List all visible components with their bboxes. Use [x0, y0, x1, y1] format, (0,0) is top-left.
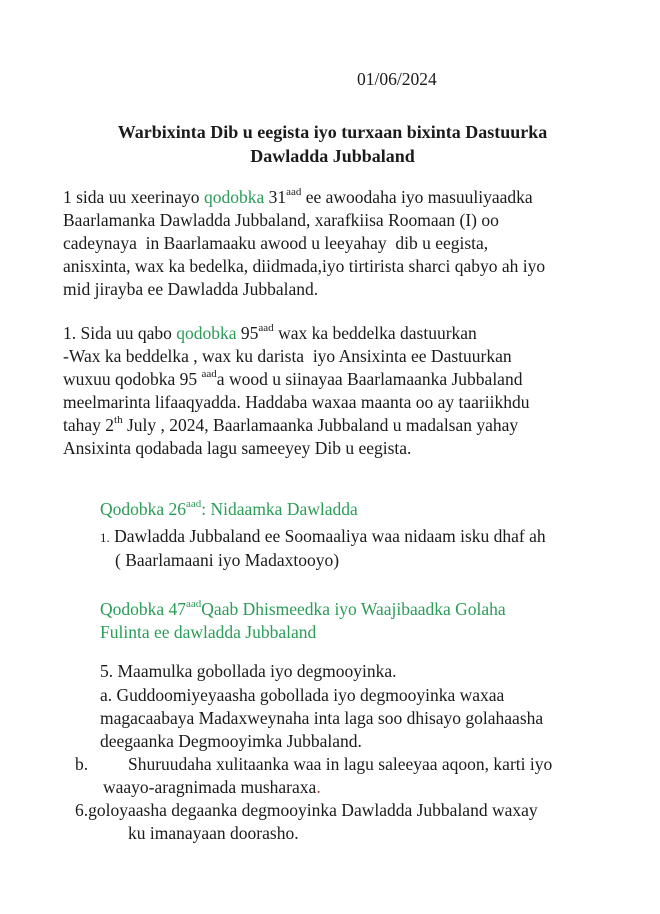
superscript: aad [258, 322, 274, 335]
text-line: cadeynaya in Baarlamaaku awood u leeyahay dib u eegista, [63, 233, 489, 253]
text-line [63, 414, 602, 437]
text-line: Ansixinta qodabada lagu sameeyey Dib u eegista. [63, 438, 412, 458]
superscript: th [114, 414, 123, 427]
list-label-b: b. [75, 754, 89, 774]
text-run: waayo-aragnimada musharaxa [103, 777, 317, 797]
text-run: Fulinta ee dawladda Jubbaland [100, 622, 317, 642]
superscript: aad [286, 186, 302, 199]
text-line: -Wax ka beddelka , wax ku darista iyo Ansixinta ee Dastuurkan [63, 346, 512, 366]
text-line: mid jirayba ee Dawladda Jubbaland. [63, 279, 319, 299]
text-line: meelmarinta lifaaqyadda. Haddaba waxaa maanta oo ay taariikhdu [63, 392, 530, 412]
text-line: Shuruudaha xulitaanka waa in lagu saleeyaa aqoon, karti iyo [128, 754, 553, 774]
document-title [63, 120, 602, 168]
text-run: July , 2024, Baarlamaanka Jubbaland u madalsan yahay [122, 415, 519, 435]
text-line [100, 525, 602, 549]
text-run: ee awoodaha iyo masuuliyaadka [301, 187, 533, 207]
text-run: 31 [264, 187, 287, 207]
superscript: aad [201, 368, 217, 381]
text-line [63, 322, 602, 345]
superscript: aad [186, 598, 202, 611]
text-run: Dawladda Jubbaland ee Soomaaliya waa nidaam isku dhaf ah [109, 526, 546, 546]
paragraph-2 [63, 322, 602, 460]
list-item-1 [100, 525, 602, 572]
text-run: : Nidaamka Dawladda [201, 499, 358, 519]
paragraph-1 [63, 186, 602, 301]
text-run: 95 [236, 323, 259, 343]
list-number: 1. [100, 530, 110, 545]
text-run: wuxuu qodobka 95 [63, 369, 202, 389]
list-item-6 [75, 799, 602, 845]
list-item-a [100, 684, 602, 753]
text-line [63, 368, 602, 391]
red-period: . [316, 777, 321, 797]
text-run: wax ka beddelka dastuurkan [273, 323, 477, 343]
text-line: Baarlamanka Dawladda Jubbaland, xarafkiisa Roomaan (I) oo [63, 210, 499, 230]
list-item-b [75, 753, 602, 799]
title-line-2: Dawladda Jubbaland [250, 146, 415, 166]
text-run: Qodobka 26 [100, 499, 187, 519]
text-run: Qaab Dhismeedka iyo Waajibaadka Golaha [201, 599, 506, 619]
text-run: a wood u siinayaa Baarlamaanka Jubbaland [216, 369, 523, 389]
superscript: aad [186, 498, 202, 511]
list-item-5: 5. Maamulka gobollada iyo degmooyinka. [100, 661, 397, 681]
text-line: a. Guddoomiyeyaasha gobollada iyo degmooyinka waxaa [100, 685, 505, 705]
text-line: magacaabaya Madaxweynaha inta laga soo dhisayo golahaasha [100, 708, 544, 728]
heading-qodobka-26 [100, 498, 602, 521]
text-line: ku imanayaan doorasho. [128, 823, 299, 843]
text-line: ( Baarlamaani iyo Madaxtooyo) [115, 550, 340, 570]
document-date: 01/06/2024 [357, 69, 437, 89]
text-line: 6.goloyaasha degaanka degmooyinka Dawladda Jubbaland waxay [75, 800, 538, 820]
text-line: anisxinta, wax ka bedelka, diidmada,iyo tirtirista sharci qabyo ah iyo [63, 256, 546, 276]
text-run: Qodobka 47 [100, 599, 187, 619]
text-run: 1. Sida uu qabo [63, 323, 177, 343]
title-line-1: Warbixinta Dib u eegista iyo turxaan bixinta Dastuurka [117, 122, 548, 142]
green-keyword: qodobka [203, 187, 265, 207]
heading-qodobka-47 [100, 598, 602, 644]
text-run: 1 sida uu xeerinayo [63, 187, 204, 207]
green-keyword: qodobka [176, 323, 237, 343]
text-line: deegaanka Degmooyimka Jubbaland. [100, 731, 362, 751]
text-run: tahay 2 [63, 415, 115, 435]
text-line [103, 776, 602, 799]
text-line [63, 186, 602, 209]
